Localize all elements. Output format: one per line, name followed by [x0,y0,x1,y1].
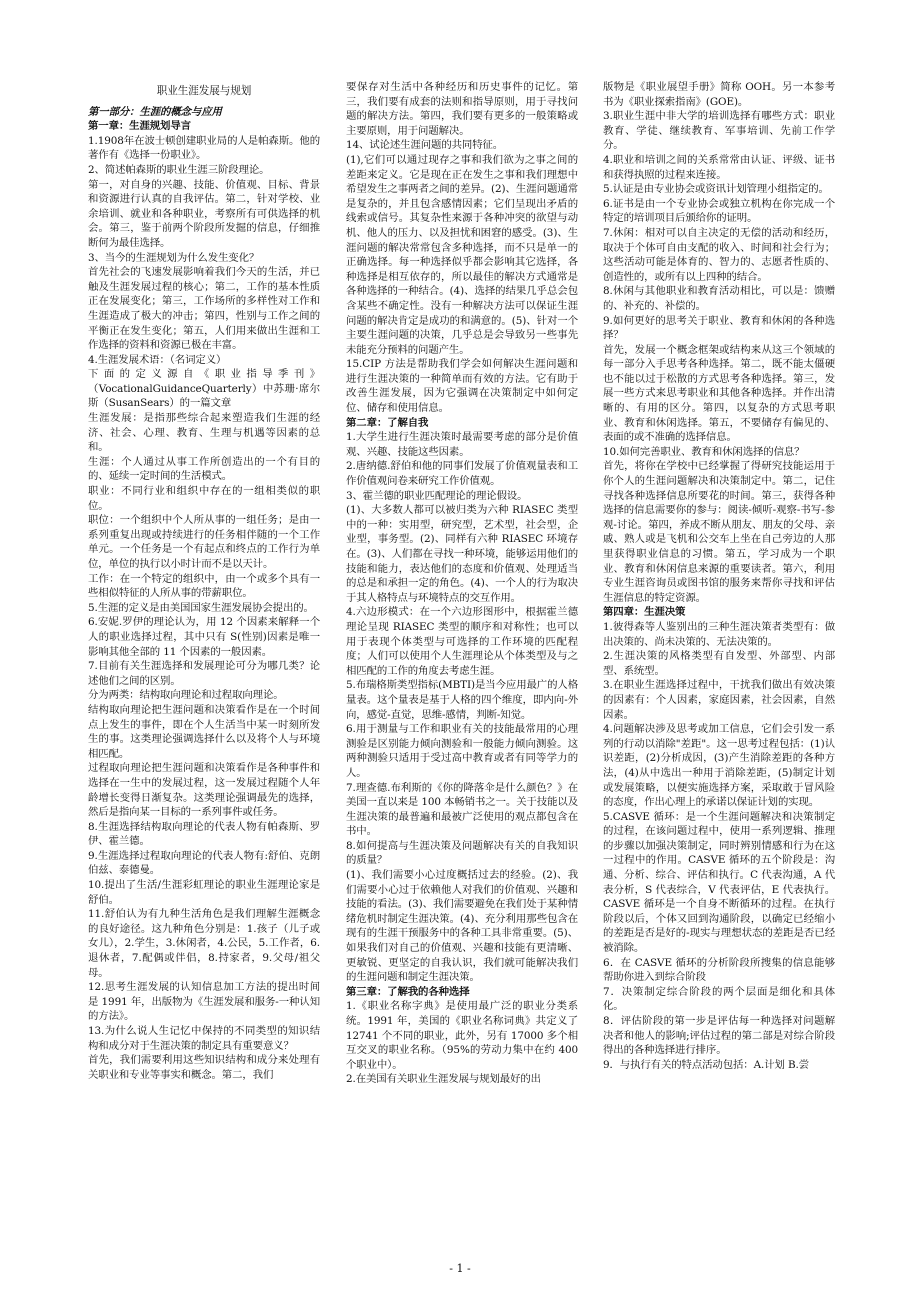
part-heading: 第一部分：生涯的概念与应用 [88,105,222,118]
paragraph: 2、简述帕森斯的职业生涯三阶段理论。 [88,163,270,176]
paragraph: 首先，我们需要利用这些知识结构和成分来处理有关职业和专业等事实和概念。第二，我们 [88,1054,320,1081]
paragraph: 4.六边形模式：在一个六边形图形中，根据霍兰德理论呈现 RIASEC 类型的顺序和对称性；也可以用于表现个体类型与可选择的工作环境的匹配程度；人们可以使用个人生涯理论从个体类型及与之相匹配的工作的角度去考虑生涯。 [346,606,578,677]
paragraph: 过程取向理论把生涯问题和决策看作是各种事件和选择在一生中的发展过程，这一发展过程随个人年龄增长变得日渐复杂。这类理论强调最先的选择，然后是指向某一目标的一系列事件或任务。 [88,762,320,819]
paragraph: 职位：一个组织中个人所从事的一组任务；是由一系列重复出现或持续进行的任务相伴随的一个工作单元。一个任务是一个有起点和终点的工作行为单位，单位的执行以小时计而不是以天计。 [88,514,320,570]
paragraph: 首先社会的飞速发展影响着我们今天的生活，并已触及生涯发展过程的核心；第二，工作的基本性质正在发展变化；第三，工作场所的多样性对工作和生涯造成了极大的冲击；第四，性别与工作之间的平衡正在发生变化；第五，人们用来做出生涯和工作选择的资料和资源已极在丰富。 [88,266,320,352]
column-right [603,80,835,1072]
paragraph: 3.职业生涯中非大学的培训选择有哪些方式：职业教育、学徒、继续教育、军事培训、先前工作学分。 [603,110,835,152]
document-title: 职业生涯发展与规划 [156,85,252,97]
paragraph: 5.生涯的定义是由美国国家生涯发展协会提出的。 [88,601,314,614]
paragraph: 9.生涯选择过程取向理论的代表人物有:舒伯、克朗伯兹、泰德曼。 [88,849,320,877]
paragraph: 15.CIP 方法是帮助我们学会如何解决生涯问题和进行生涯决策的一种简单而有效的方法。它有助于改善生涯发展，因为它强调在决策制定中如何定位、储存和使用信息。 [346,358,578,415]
paragraph: 分为两类：结构取向理论和过程取向理论。 [88,689,284,702]
paragraph: 7.目前有关生涯选择和发展理论可分为哪几类？论述他们之间的区别。 [88,660,320,687]
paragraph: 2.生涯决策的风格类型有自发型、外部型、内部型、系统型。 [603,650,835,677]
paragraph: 1.彼得森等人鉴别出的三种生涯决策者类型有：做出决策的、尚未决策的、无法决策的。 [603,620,835,648]
paragraph: 工作：在一个特定的组织中，由一个或多个具有一些相似特征的人所从事的带薪职位。 [88,572,320,600]
page-number: - 1 - [449,1262,471,1275]
paragraph: 8.生涯选择结构取向理论的代表人物有帕森斯、罗伊、霍兰德。 [88,820,320,848]
paragraph: 7.理查德.布利斯的《你的降落伞是什么颜色？》在美国一直以来是 100 本畅销书之一。关于技能以及生涯决策的最普遍和最被广泛使用的观点都包含在书中。 [346,781,578,838]
paragraph: 3.在职业生涯选择过程中，干扰我们做出有效决策的因素有：个人因素，家庭因素，社会因素，自然因素。 [603,679,835,721]
column-middle [346,80,578,1087]
paragraph: 8．评估阶段的第一步是评估每一种选择对问题解决者和他人的影响;评估过程的第二部是对综合阶段得出的各种选择进行排序。 [603,1015,835,1057]
paragraph: 5.认证是由专业协会或资讯计划管理小组指定的。 [603,183,829,196]
paragraph: 1.大学生进行生涯决策时最需要考虑的部分是价值观、兴趣、技能这些因素。 [346,431,578,458]
paragraph: 11.舒伯认为有九种生活角色是我们理解生涯概念的良好途径。这九种角色分别是：1.孩子（儿子或女儿），2.学生，3.休闲者，4.公民，5.工作者，6.退休者，7.配偶或伴侣，8.持家者，9.父母/祖父母。 [88,908,320,979]
paragraph: 4.问题解决涉及思考或加工信息，它们会引发一系列的行动以消除"差距"。这一思考过程包括：(1)认识差距，(2)分析成因，(3)产生消除差距的各种方法，(4)从中选出一种用于消除差距，(5)制定计划或发展策略，以便实施选择方案，采取敢于冒风险的态度，作出心理上的承诺以保证计划的实现。 [603,723,835,809]
paragraph: 7.休闲：相对可以自主决定的无偿的活动和经历，取决于个体可自由支配的收入、时间和社会行为；这些活动可能是体育的、智力的、志愿者性质的、创造性的，或所有以上四种的结合。 [603,226,835,283]
paragraph: 生涯：个人通过从事工作所创造出的一个有目的的、延续一定时间的生活模式。 [88,455,320,483]
paragraph: 6.用于测量与工作和职业有关的技能最常用的心理测验是区别能力倾向测验和一般能力倾向测验。这两种测验只适用于受过高中教育或者有同等学力的人。 [346,723,578,779]
paragraph: 10.如何完善职业、教育和休闲选择的信息？ [603,445,805,458]
paragraph: 结构取向理论把生涯问题和决策看作是在一个时间点上发生的事件，即在个人生活当中某一时刻所发生的事。这类理论强调选择什么以及将个人与环境相匹配。 [88,703,320,760]
paragraph: 1.1908年在波士顿创建职业局的人是帕森斯。他的著作有《选择一份职业》。 [88,134,320,162]
paragraph: 13.为什么说人生记忆中保持的不同类型的知识结构和成分对于生涯决策的制定具有重要意义？ [88,1025,320,1052]
paragraph: (1)、大多数人都可以被归类为六种 RIASEC 类型中的一种：实用型，研究型，艺术型，社会型，企业型，事务型。(2)、同样有六种 RIASEC 环境存在。(3)、人们都在寻找一种环境，能够运用他们的技能和能力，表达他们的态度和价值观、处理适当的总是和承担一定的角色。(4)、一个人的行为取决于其人格特点与环境特点的交互作用。 [346,504,578,604]
paragraph: 首先，将你在学校中已经掌握了得研究技能运用于你个人的生涯问题解决和决策制定中。第二，记住寻找各种选择信息所要花的时间。第三，获得各种选择的信息需要你的参与：阅读-倾听-观察-书写-参观-讨论。第四，养成不断从朋友、朋友的父母、亲戚、熟人或是飞机和公交车上坐在自己旁边的人那里获得职业信息的习惯。第五，学习成为一个职业、教育和休闲信息来源的重要读者。第六，利用专业生涯咨询员或图书馆的服务来帮你寻找和评估生涯信息的特定资源。 [603,460,835,604]
paragraph: 12.思考生涯发展的认知信息加工方法的提出时间是 1991 年，出版物为《生涯发展和服务-一种认知的方法》。 [88,981,320,1023]
paragraph: (1),它们可以通过现存之事和我们欲为之事之间的差距来定义。它是现在正在发生之事和我们理想中希望发生之事两者之间的差异。(2)、生涯问题通常是复杂的，并且包含感情因素；它们呈现出矛盾的线索或信号。其复杂性来源于各种冲突的欲望与动机、他人的压力、以及担忧和困窘的感受。(3)、生涯问题的解决常常包含多种选择，而不只是单一的正确选择。每一种选择似乎都会影响其它选择，各种选择是相互依存的，所以最佳的解决方式通常是各种选择的一种结合。(4)、选择的结果几乎总会包含某些不确定性。没有一种解决方法可以保证生涯问题的解决肯定是成功的和满意的。(5)、针对一个主要生涯问题的决策，几乎总是会导致另一些事先未能充分预料的问题产生。 [346,153,578,356]
paragraph: 8.休闲与其他职业和教育活动相比，可以是：馈赠的、补充的、补偿的。 [603,285,835,312]
paragraph: 14、试论述生涯问题的共同特征。 [346,139,504,152]
chapter-heading: 第二章：了解自我 [346,416,429,429]
paragraph: 6．在 CASVE 循环的分析阶段所搜集的信息能够帮助你进入到综合阶段 [603,956,835,984]
paragraph: 1.《职业名称字典》是使用最广泛的职业分类系统。1991 年，美国的《职业名称词典》共定义了 12741 个不同的职业，此外，另有 17000 多个相互交叉的职业名称。（95%的劳动力集中在约 400 个职业中）。 [346,1000,578,1071]
paragraph: 4.职业和培训之间的关系常常由认证、评级、证书和获得执照的过程来连接。 [603,153,835,181]
paragraph: 9．与执行有关的特点活动包括：A.计划 B.尝 [603,1058,809,1071]
paragraph: 7．决策制定综合阶段的两个层面是细化和具体化。 [603,985,835,1013]
paragraph: 6.安妮.罗伊的理论认为，用 12 个因素来解释一个人的职业选择过程，其中只有 S(性别)因素是唯一影响其他全部的 11 个因素的一般因素。 [88,616,320,658]
paragraph: 3、霍兰德的职业匹配理论的理论假设。 [346,489,528,502]
paragraph: 6.证书是由一个专业协会或独立机构在你完成一个特定的培训项目后颁给你的证明。 [603,197,835,225]
chapter-heading: 第一章：生涯规划导言 [88,120,191,133]
paragraph: 9.如何更好的思考关于职业、教育和休闲的各种选择？ [603,314,835,342]
paragraph: 下面的定义源自《职业指导季刊》（VocationalGuidanceQuarterly）中苏珊·席尔斯（SusanSears）的一篇文章 [88,368,320,410]
paragraph: 8.如何提高与生涯决策及问题解决有关的自我知识的质量？ [346,839,578,867]
paragraph: 第一，对自身的兴趣、技能、价值观、目标、背景和资源进行认真的自我评估。第二，针对学校、业余培训、就业和各种职业，考察所有可供选择的机会。第三，鉴于前两个阶段所发掘的信息，仔细推断何为最佳选择。 [88,178,320,249]
paragraph: 2.唐纳德.舒伯和他的同事们发展了价值观量表和工作价值观问卷来研究工作价值观。 [346,460,578,488]
chapter-heading: 第三章：了解我的各种选择 [346,985,470,998]
paragraph: 4.生涯发展术语：（名词定义） [88,353,227,366]
column-left [88,80,320,1082]
paragraph: 5.布瑞格斯类型指标(MBTI)是当今应用最广的人格量表。这个量表是基于人格的四个维度，即内向-外向，感觉-直觉，思维-感情，判断-知觉。 [346,679,578,721]
paragraph: 2.在美国有关职业生涯发展与规划最好的出 [346,1073,541,1086]
paragraph: 生涯发展：是指那些综合起来塑造我们生涯的经济、社会、心理、教育、生理与机遇等因素的总和。 [88,412,320,454]
paragraph: 10.提出了生活/生涯彩虹理论的职业生涯理论家是舒伯。 [88,879,320,906]
paragraph: 要保存对生活中各种经历和历史事件的记忆。第三，我们要有成套的法则和指导原则，用于寻找问题的解决方法。第四，我们要有更多的一般策略或主要原则，用于问题解决。 [346,81,578,137]
chapter-heading: 第四章：生涯决策 [603,606,686,619]
paragraph: 3、当今的生涯规划为什么发生变化？ [88,251,260,264]
paragraph: 职业：不同行业和组织中存在的一组相类似的职位。 [88,485,320,512]
paragraph: (1)、我们需要小心过度概括过去的经验。(2)、我们需要小心过于依赖他人对我们的价值观、兴趣和技能的看法。(3)、我们需要避免在我们处于某种情绪危机时制定生涯决策。(4)、充分利用那些包含在现有的生涯干预服务中的各种工具非常重要。(5)、如果我们对自己的价值观、兴趣和技能有更清晰、更敏锐、更坚定的自我认识，我们就可能解决我们的生涯问题和制定生涯决策。 [346,869,578,984]
paragraph: 5.CASVE 循环：是一个生涯问题解决和决策制定的过程，在该问题过程中，使用一系列逻辑、推理的步骤以加强决策制定，同时辨别情感和行为在这一过程中的作用。CASVE 循环的五个阶段是：沟通、分析、综合、评估和执行。C 代表沟通，A 代表分析，S 代表综合，V 代表评估，E 代表执行。CASVE 循环是一个自身不断循环的过程。在执行阶段以后，个体又回到沟通阶段，以确定已经缩小的差距是否是好的-现实与理想状态的差距是否已经被消除。 [603,810,835,955]
paragraph: 首先，发展一个概念框架或结构来从这三个领域的每一部分入手思考各种选择。第二，既不能太僵硬也不能以过于松散的方式思考各种选择。第三，发展一些方式来思考职业和其他各种选择。并作出清晰的、有用的区分。第四，以复杂的方式思考职业、教育和休闲选择。第五，不要储存有偏见的、表面的或不准确的选择信息。 [603,343,835,444]
paragraph: 版物是《职业展望手册》简称 OOH。另一本参考书为《职业探索指南》(GOE)。 [603,81,835,108]
